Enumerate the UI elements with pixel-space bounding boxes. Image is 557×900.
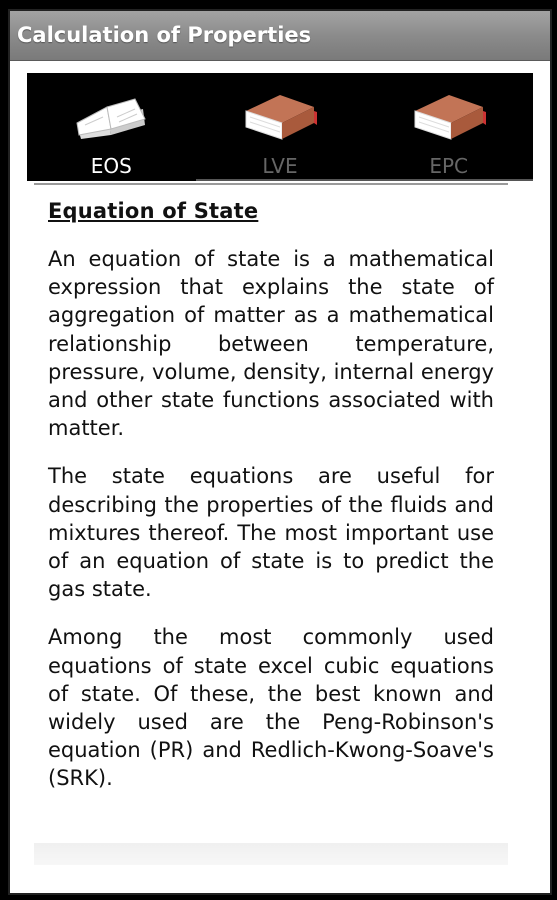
tab-label: EPC xyxy=(429,154,468,178)
article-heading: Equation of State xyxy=(48,199,259,223)
article-scroll-area[interactable] xyxy=(34,183,508,863)
scroll-fade xyxy=(34,843,508,865)
tab-underline xyxy=(196,179,365,181)
tab-lve[interactable] xyxy=(196,73,365,181)
dialog-title: Calculation of Properties xyxy=(10,11,550,61)
open-book-icon xyxy=(73,95,149,145)
tab-epc[interactable] xyxy=(364,73,533,181)
tab-bar xyxy=(27,73,533,181)
tab-underline xyxy=(364,179,533,181)
tab-label: EOS xyxy=(90,154,132,178)
tab-eos[interactable] xyxy=(27,73,196,181)
article-paragraph: Among the most commonly used equations of state excel cubic equations of state. Of these, the best known and widely used are the Peng-Robinson's equation (PR) and Redlich-Kwong-Soave's (SRK). xyxy=(48,625,494,791)
closed-book-icon xyxy=(411,93,487,149)
article-paragraph: An equation of state is a mathematical expression that explains the state of aggregation of matter as a mathematical relationship between temperature, pressure, volume, density, internal energy and other state functions associated with matter. xyxy=(48,247,494,441)
article-paragraph: The state equations are useful for describing the properties of the fluids and mixtures thereof. The most important use of an equation of state is to predict the gas state. xyxy=(48,464,494,602)
tab-label: LVE xyxy=(262,154,298,178)
closed-book-icon xyxy=(242,93,318,149)
